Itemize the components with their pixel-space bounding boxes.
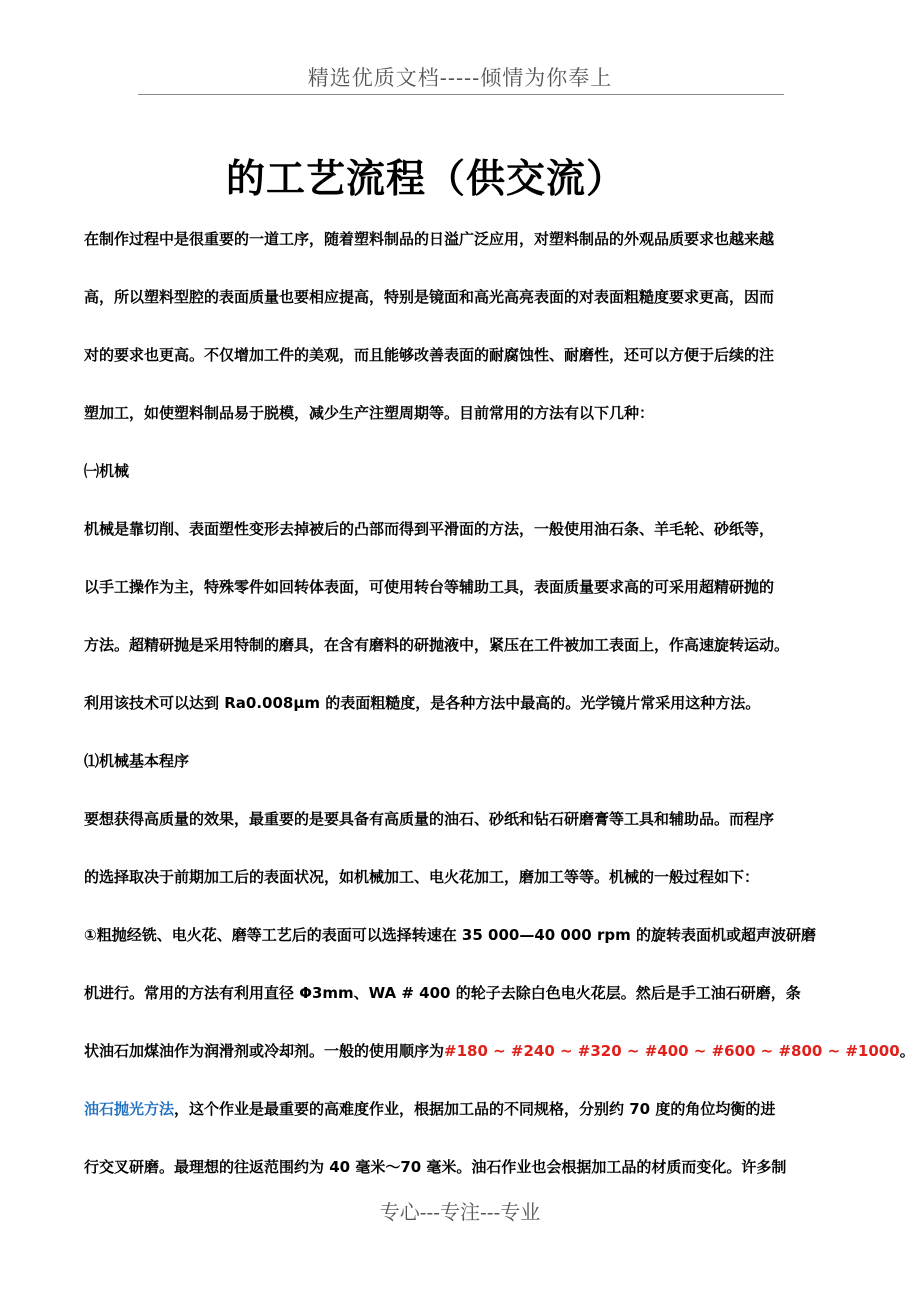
oilstone-polishing-link[interactable]: 油石抛光方法 bbox=[84, 1100, 175, 1118]
paragraph-1-line-3: 对的要求也更高。不仅增加工件的美观，而且能够改善表面的耐腐蚀性、耐磨性，还可以方便于后续的注 bbox=[84, 346, 775, 364]
paragraph-3-line-1: 要想获得高质量的效果，最重要的是要具备有高质量的油石、砂纸和钻石研磨膏等工具和辅助品。而程序 bbox=[84, 810, 775, 828]
paragraph-2-line-1: 机械是靠切削、表面塑性变形去掉被后的凸部而得到平滑面的方法，一般使用油石条、羊毛轮、砂纸等， bbox=[84, 520, 775, 538]
paragraph-4-line-3-end: 。 bbox=[899, 1042, 915, 1060]
page-footer: 专心---专注---专业 bbox=[379, 1200, 541, 1224]
paragraph-1-line-4: 塑加工，如使塑料制品易于脱模，减少生产注塑周期等。目前常用的方法有以下几种： bbox=[84, 404, 655, 422]
paragraph-5-line-1-text: ，这个作业是最重要的高难度作业，根据加工品的不同规格，分别约 70 度的角位均衡的进 bbox=[174, 1100, 776, 1118]
paragraph-5-line-1 bbox=[84, 1099, 775, 1119]
document-title: 的工艺流程（供交流） bbox=[226, 157, 627, 202]
paragraph-4-line-1: ①粗抛经铣、电火花、磨等工艺后的表面可以选择转速在 35 000—40 000 rpm 的旋转表面机或超声波研磨 bbox=[84, 926, 816, 944]
paragraph-2-line-4: 利用该技术可以达到 Ra0.008μm 的表面粗糙度，是各种方法中最高的。光学镜片常采用这种方法。 bbox=[84, 694, 761, 712]
section-heading-mechanical: ㈠机械 bbox=[84, 462, 130, 480]
paragraph-2-line-3: 方法。超精研抛是采用特制的磨具，在含有磨料的研抛液中，紧压在工件被加工表面上，作高速旋转运动。 bbox=[84, 636, 790, 654]
paragraph-1-line-1: 在制作过程中是很重要的一道工序，随着塑料制品的日溢广泛应用，对塑料制品的外观品质要求也越来越 bbox=[84, 230, 775, 248]
paragraph-4-line-3 bbox=[84, 1041, 915, 1061]
paragraph-3-line-2: 的选择取决于前期加工后的表面状况，如机械加工、电火花加工，磨加工等等。机械的一般过程如下： bbox=[84, 868, 760, 886]
paragraph-1-line-2: 高，所以塑料型腔的表面质量也要相应提高，特别是镜面和高光高亮表面的对表面粗糙度要求更高，因而 bbox=[84, 288, 775, 306]
paragraph-4-line-2: 机进行。常用的方法有利用直径 Φ3mm、WA # 400 的轮子去除白色电火花层。然后是手工油石研磨，条 bbox=[84, 984, 801, 1002]
page-header: 精选优质文档-----倾情为你奉上 bbox=[307, 66, 613, 90]
header-divider bbox=[138, 94, 784, 95]
grit-sequence-highlight: #180 ~ #240 ~ #320 ~ #400 ~ #600 ~ #800 ~ #1000 bbox=[444, 1042, 900, 1060]
subheading-basic-procedure: ⑴机械基本程序 bbox=[84, 752, 190, 770]
paragraph-2-line-2: 以手工操作为主，特殊零件如回转体表面，可使用转台等辅助工具，表面质量要求高的可采用超精研抛的 bbox=[84, 578, 775, 596]
paragraph-4-line-3-text: 状油石加煤油作为润滑剂或冷却剂。一般的使用顺序为 bbox=[84, 1042, 445, 1060]
paragraph-5-line-2: 行交叉研磨。最理想的往返范围约为 40 毫米～70 毫米。油石作业也会根据加工品的材质而变化。许多制 bbox=[84, 1158, 787, 1176]
